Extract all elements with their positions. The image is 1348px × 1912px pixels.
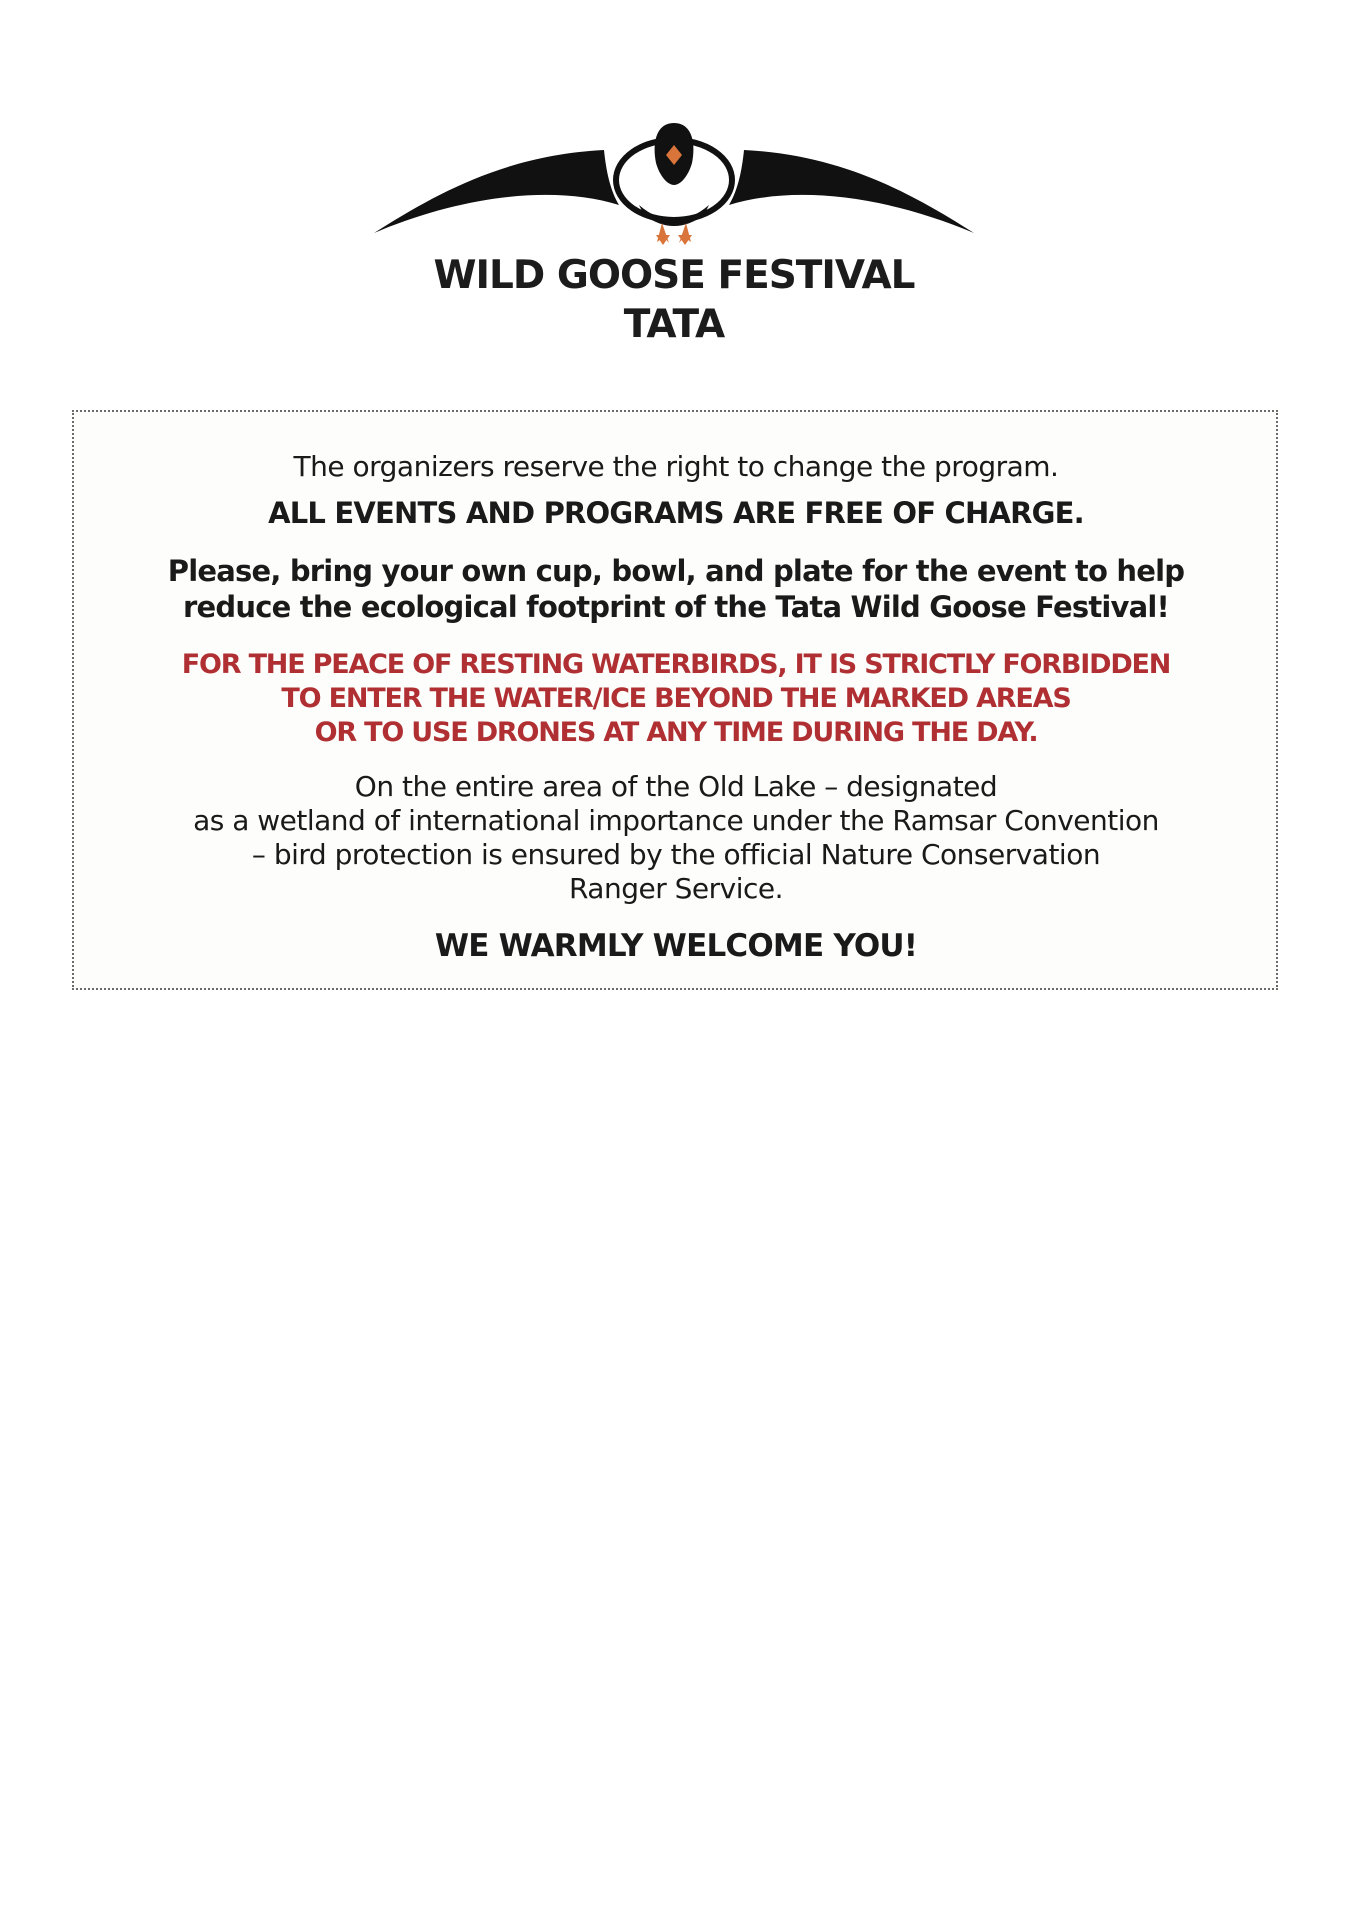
festival-title: WILD GOOSE FESTIVAL [433, 253, 915, 298]
festival-subtitle-location: TATA [623, 302, 725, 347]
ramsar-info-line: Ranger Service. [568, 872, 784, 905]
right-wing-shape [729, 150, 974, 233]
bring-own-tableware-line: reduce the ecological footprint of the Tata Wild Goose Festival! [183, 590, 1169, 624]
free-of-charge-note: ALL EVENTS AND PROGRAMS ARE FREE OF CHARGE. [268, 496, 1084, 530]
flying-goose-icon [374, 115, 974, 245]
bring-own-tableware-line: Please, bring your own cup, bowl, and plate for the event to help [167, 554, 1185, 588]
warning-line: TO ENTER THE WATER/ICE BEYOND THE MARKED AREAS [281, 683, 1071, 714]
ramsar-info-line: – bird protection is ensured by the official Nature Conservation [251, 838, 1101, 871]
notice-box [72, 410, 1278, 990]
ramsar-info-line: as a wetland of international importance under the Ramsar Convention [193, 804, 1159, 837]
program-change-note: The organizers reserve the right to change the program. [293, 450, 1059, 483]
left-wing-shape [374, 150, 619, 233]
welcome-message: WE WARMLY WELCOME YOU! [434, 928, 918, 964]
warning-line: OR TO USE DRONES AT ANY TIME DURING THE DAY. [314, 717, 1038, 748]
warning-line: FOR THE PEACE OF RESTING WATERBIRDS, IT IS STRICTLY FORBIDDEN [181, 649, 1171, 680]
ramsar-info-line: On the entire area of the Old Lake – designated [354, 770, 998, 803]
